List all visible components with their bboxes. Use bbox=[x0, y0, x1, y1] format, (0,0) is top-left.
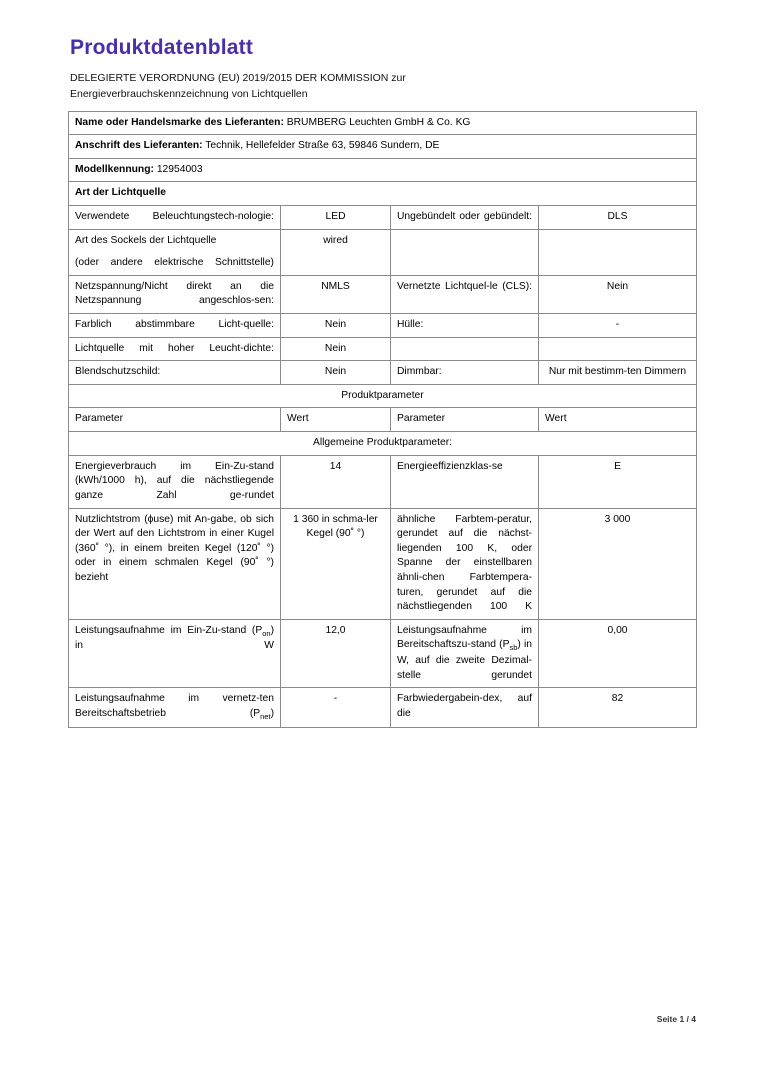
supplier-name-value: BRUMBERG Leuchten GmbH & Co. KG bbox=[286, 116, 471, 128]
document-content bbox=[68, 36, 696, 728]
row-label-mains-voltage: Netzspannung/Nicht direkt an die Netzspannung angeschlos-sen: bbox=[69, 275, 281, 313]
section-light-source-type: Art der Lichtquelle bbox=[69, 182, 697, 206]
row-value-energy-class: E bbox=[539, 455, 697, 508]
row-value-mains-voltage: NMLS bbox=[281, 275, 391, 313]
row-label-empty-1 bbox=[391, 229, 539, 275]
row-label-socket-type-line2: (oder andere elektrische Schnittstelle) bbox=[75, 257, 274, 269]
row-value-envelope: - bbox=[539, 314, 697, 338]
supplier-address-row bbox=[69, 135, 697, 159]
row-value-colour-tunable: Nein bbox=[281, 314, 391, 338]
model-value: 12954003 bbox=[156, 163, 203, 175]
table-row bbox=[69, 205, 697, 229]
row-label-connected-light-source: Vernetzte Lichtquel-le (CLS): bbox=[391, 275, 539, 313]
row-label-energy-class: Energieeffizienzklas-se bbox=[391, 455, 539, 508]
section-product-parameters: Produktparameter bbox=[69, 384, 697, 408]
row-label-energy-consumption: Energieverbrauch im Ein-Zu-stand (kWh/1000 h), auf die nächstliegende ganze Zahl ge-rundet bbox=[69, 455, 281, 508]
regulation-subtitle-line1: DELEGIERTE VERORDNUNG (EU) 2019/2015 DER KOMMISSION zur bbox=[70, 72, 406, 84]
row-value-empty-1 bbox=[539, 229, 697, 275]
section-general-parameters-row bbox=[69, 432, 697, 456]
row-value-dimmable: Nur mit bestimm-ten Dimmern bbox=[539, 361, 697, 385]
row-value-useful-luminous-flux: 1 360 in schma-ler Kegel (90˚ °) bbox=[281, 508, 391, 619]
row-label-lighting-technology: Verwendete Beleuchtungstech-nologie: bbox=[69, 205, 281, 229]
page-footer: Seite 1 / 4 bbox=[656, 1014, 696, 1024]
row-label-colour-rendering-index: Farbwiedergabein-dex, auf die bbox=[391, 688, 539, 727]
model-cell bbox=[69, 158, 697, 182]
supplier-name-label: Name oder Handelsmarke des Lieferanten: bbox=[75, 116, 284, 128]
supplier-name-cell bbox=[69, 111, 697, 135]
header-value-1: Wert bbox=[281, 408, 391, 432]
row-label-directional: Ungebündelt oder gebündelt: bbox=[391, 205, 539, 229]
row-label-power-on-mode: Leistungsaufnahme im Ein-Zu-stand $(P_{on})$ in W bbox=[69, 619, 281, 688]
table-row bbox=[69, 619, 697, 688]
parameter-header-row bbox=[69, 408, 697, 432]
row-label-power-networked-standby: Leistungsaufnahme im vernetz-ten Bereitschaftsbetrieb $(P_{net})$ bbox=[69, 688, 281, 727]
table-row bbox=[69, 314, 697, 338]
product-datasheet-table bbox=[68, 111, 697, 728]
row-label-socket-type-line1: Art des Sockels der Lichtquelle bbox=[75, 234, 217, 246]
table-row bbox=[69, 229, 697, 275]
row-value-power-on-mode: 12,0 bbox=[281, 619, 391, 688]
supplier-address-label: Anschrift des Lieferanten: bbox=[75, 140, 203, 152]
table-row bbox=[69, 361, 697, 385]
row-value-energy-consumption: 14 bbox=[281, 455, 391, 508]
row-value-correlated-colour-temperature: 3 000 bbox=[539, 508, 697, 619]
header-value-2: Wert bbox=[539, 408, 697, 432]
row-label-correlated-colour-temperature: ähnliche Farbtem-peratur, gerundet auf die nächst-liegenden 100 K, oder Spanne der einstellbaren ähnli-chen Farbtempera-turen, gerundet auf die nächstliegenden 100 K bbox=[391, 508, 539, 619]
row-value-connected-light-source: Nein bbox=[539, 275, 697, 313]
row-value-power-networked-standby: - bbox=[281, 688, 391, 727]
supplier-address-value: Technik, Hellefelder Straße 63, 59846 Sundern, DE bbox=[205, 140, 440, 152]
row-label-dimmable: Dimmbar: bbox=[391, 361, 539, 385]
row-label-anti-glare-shield: Blendschutzschild: bbox=[69, 361, 281, 385]
row-value-socket-type: wired bbox=[281, 229, 391, 275]
table-row bbox=[69, 688, 697, 727]
header-parameter-2: Parameter bbox=[391, 408, 539, 432]
row-label-high-luminance: Lichtquelle mit hoher Leucht-dichte: bbox=[69, 337, 281, 361]
row-label-colour-tunable: Farblich abstimmbare Licht-quelle: bbox=[69, 314, 281, 338]
model-label: Modellkennung: bbox=[75, 163, 154, 175]
row-value-directional: DLS bbox=[539, 205, 697, 229]
section-product-parameters-row bbox=[69, 384, 697, 408]
regulation-subtitle-line2: Energieverbrauchskennzeichnung von Lichtquellen bbox=[70, 88, 308, 101]
regulation-subtitle bbox=[70, 70, 696, 103]
row-value-anti-glare-shield: Nein bbox=[281, 361, 391, 385]
row-value-empty-2 bbox=[539, 337, 697, 361]
supplier-address-cell bbox=[69, 135, 697, 159]
table-row bbox=[69, 337, 697, 361]
row-value-lighting-technology: LED bbox=[281, 205, 391, 229]
row-label-useful-luminous-flux: Nutzlichtstrom (ϕuse) mit An-gabe, ob sich der Wert auf den Lichtstrom in einer Kugel (360˚ °), in einem breiten Kegel (120˚ °) oder in einem schmalen Kegel (90˚ °) bezieht bbox=[69, 508, 281, 619]
row-label-envelope: Hülle: bbox=[391, 314, 539, 338]
row-value-high-luminance: Nein bbox=[281, 337, 391, 361]
table-row bbox=[69, 508, 697, 619]
row-label-power-standby: Leistungsaufnahme im Bereitschaftszu-stand $(P_{sb})$ in W, auf die zweite Dezimal-stelle gerundet bbox=[391, 619, 539, 688]
row-value-colour-rendering-index: 82 bbox=[539, 688, 697, 727]
table-row bbox=[69, 455, 697, 508]
model-row bbox=[69, 158, 697, 182]
row-label-empty-2 bbox=[391, 337, 539, 361]
row-value-power-standby: 0,00 bbox=[539, 619, 697, 688]
row-label-socket-type bbox=[69, 229, 281, 275]
table-row bbox=[69, 275, 697, 313]
section-general-parameters: Allgemeine Produktparameter: bbox=[69, 432, 697, 456]
page-title: Produktdatenblatt bbox=[70, 36, 254, 59]
header-parameter-1: Parameter bbox=[69, 408, 281, 432]
section-light-source-type-row bbox=[69, 182, 697, 206]
supplier-name-row bbox=[69, 111, 697, 135]
